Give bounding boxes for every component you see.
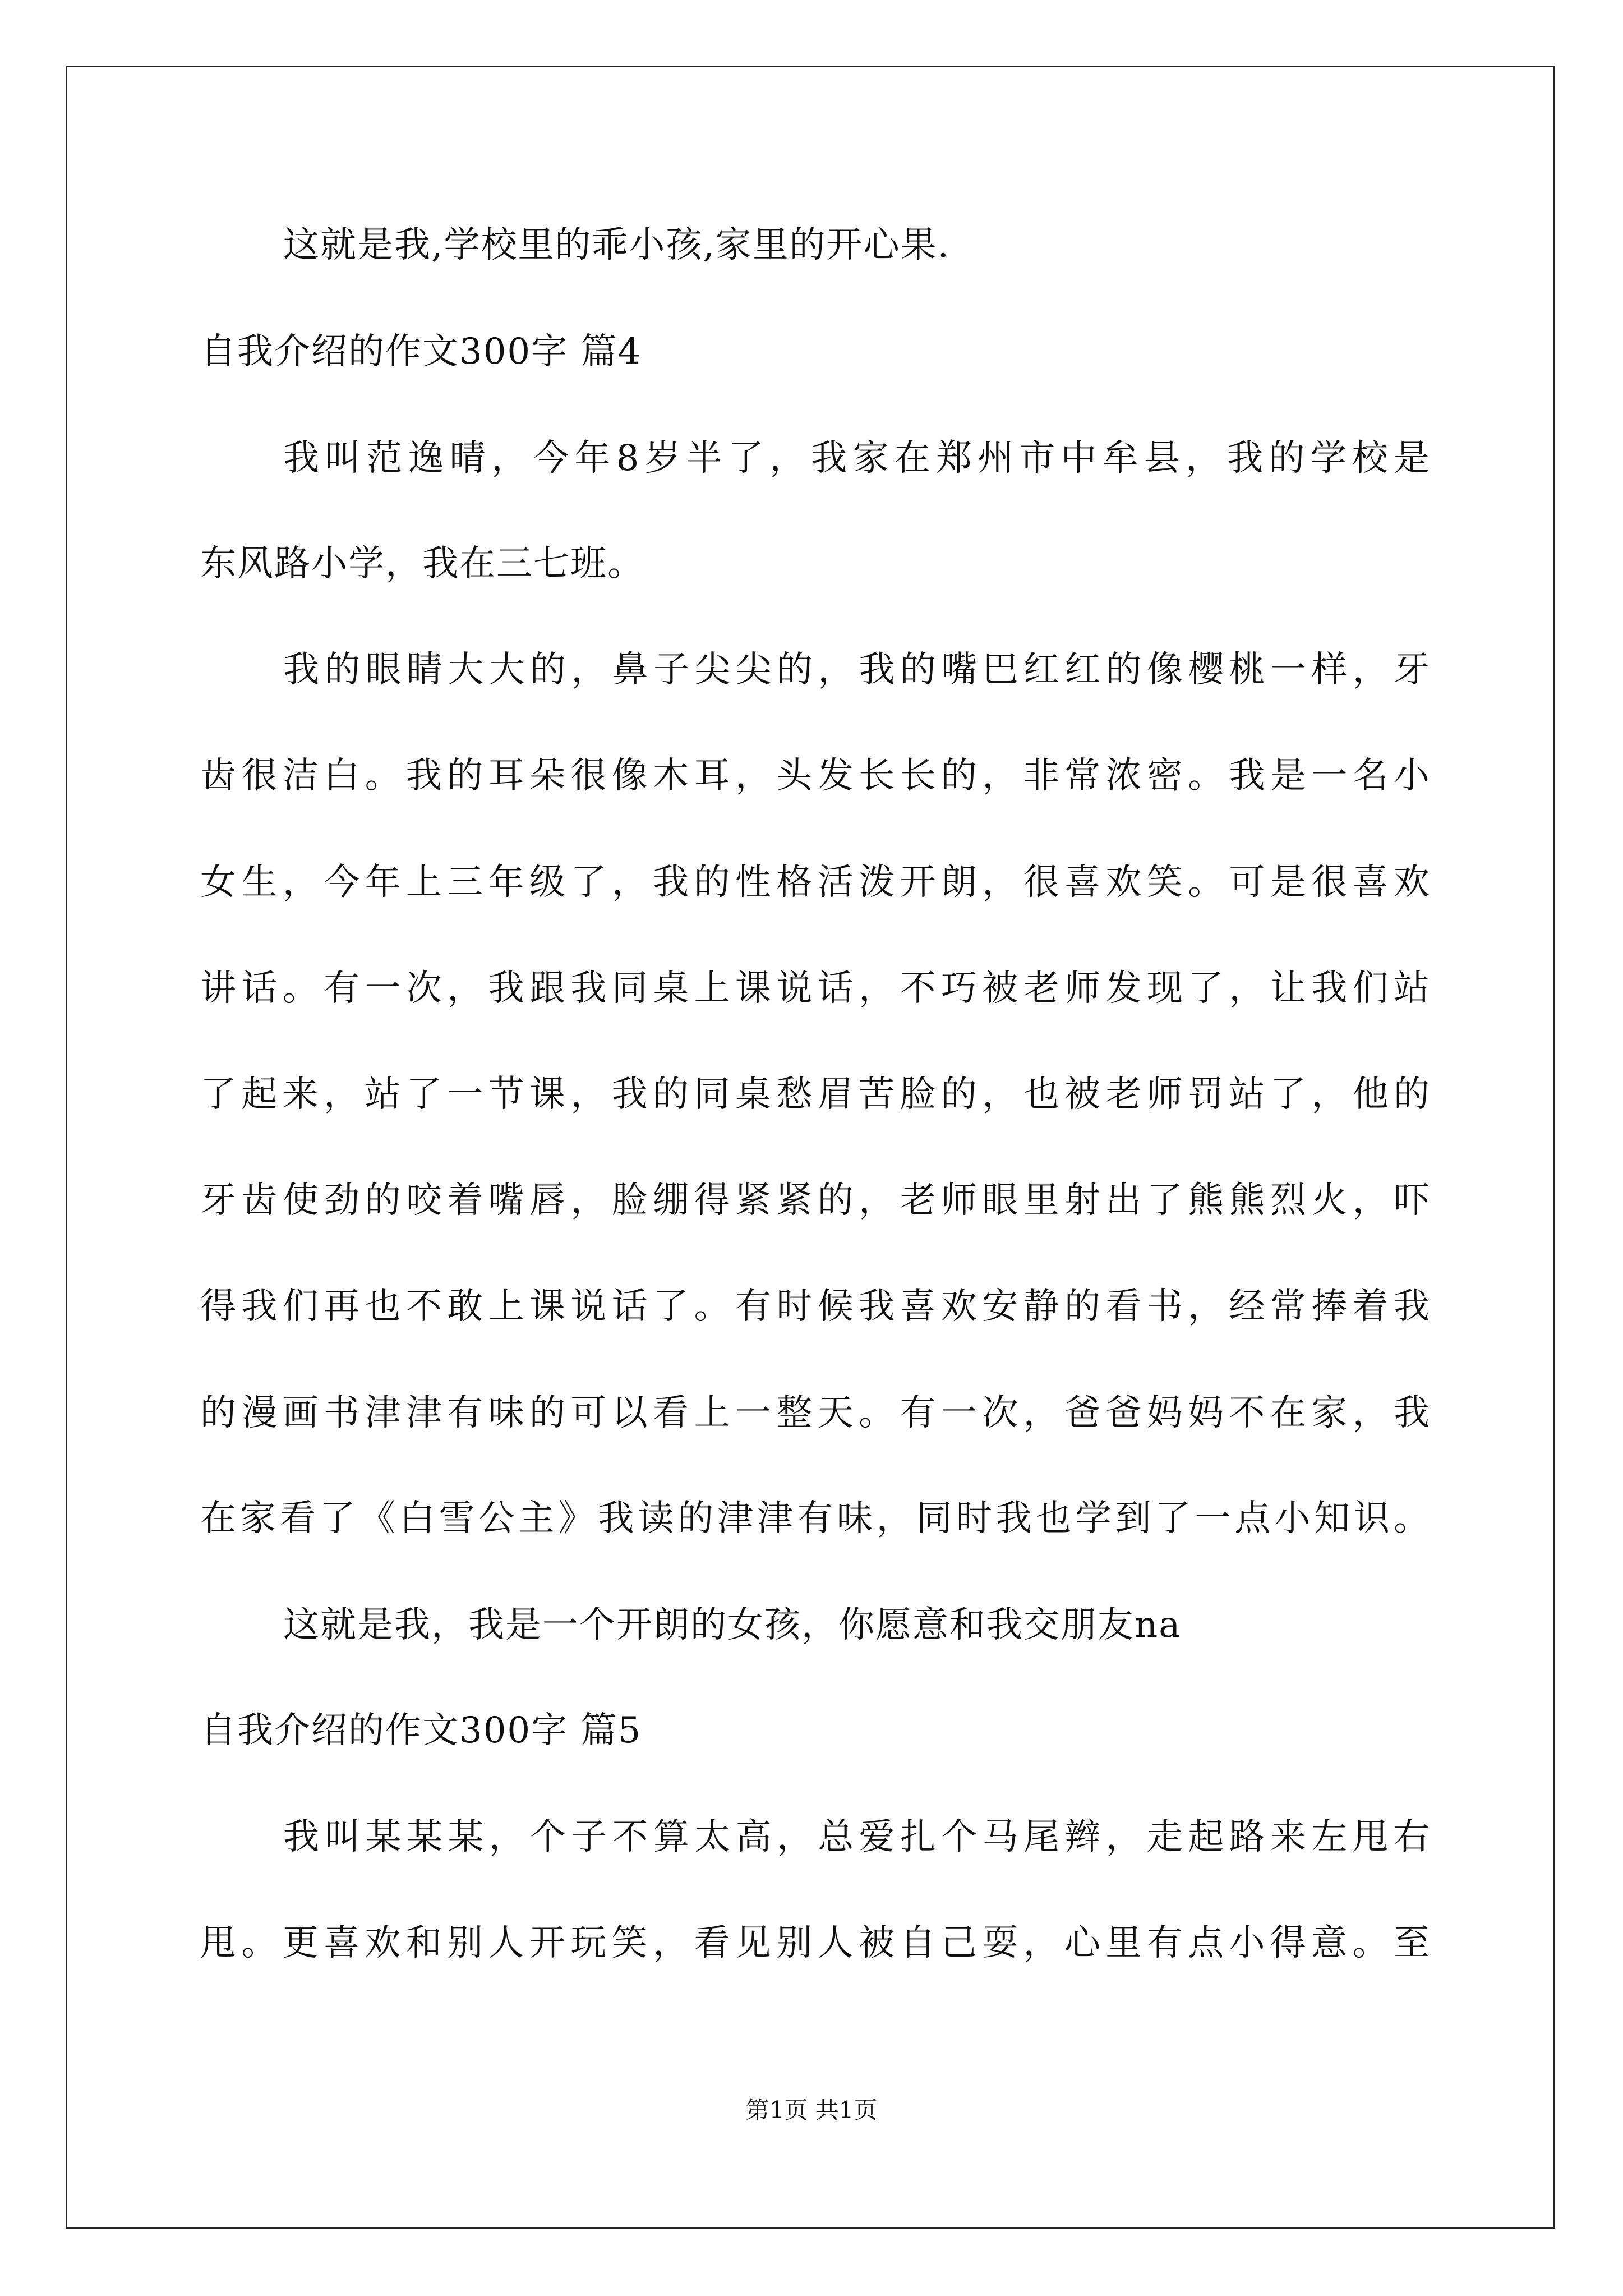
paragraph-line: 东风路小学，我在三七班。 [200,543,644,585]
paragraph-line: 我叫某某某，个子不算太高，总爱扎个马尾辫，走起路来左甩右 [283,1816,1431,1858]
section-heading: 自我介绍的作文300字 篇5 [200,1710,642,1751]
paragraph-line: 得我们再也不敢上课说话了。有时候我喜欢安静的看书，经常捧着我 [200,1286,1431,1327]
page-border [66,66,1555,2229]
paragraph-line: 女生，今年上三年级了，我的性格活泼开朗，很喜欢笑。可是很喜欢 [200,862,1431,903]
paragraph-line: 这就是我,学校里的乖小孩,家里的开心果. [283,224,951,266]
paragraph-line: 的漫画书津津有味的可以看上一整天。有一次，爸爸妈妈不在家，我 [200,1392,1431,1434]
paragraph-line: 我叫范逸晴，今年8岁半了，我家在郑州市中牟县，我的学校是 [283,438,1431,479]
page-number-footer: 第1页 共1页 [745,2096,878,2124]
section-heading: 自我介绍的作文300字 篇4 [200,331,642,372]
paragraph-line: 了起来，站了一节课，我的同桌愁眉苦脸的，也被老师罚站了，他的 [200,1074,1431,1115]
paragraph-line: 这就是我，我是一个开朗的女孩，你愿意和我交朋友na [283,1604,1182,1646]
paragraph-line: 我的眼睛大大的，鼻子尖尖的，我的嘴巴红红的像樱桃一样，牙 [283,649,1431,691]
paragraph-line: 牙齿使劲的咬着嘴唇，脸绷得紧紧的，老师眼里射出了熊熊烈火，吓 [200,1180,1431,1221]
paragraph-line: 甩。更喜欢和别人开玩笑，看见别人被自己耍，心里有点小得意。至 [200,1922,1431,1964]
paragraph-line: 讲话。有一次，我跟我同桌上课说话，不巧被老师发现了，让我们站 [200,968,1431,1009]
paragraph-line: 齿很洁白。我的耳朵很像木耳，头发长长的，非常浓密。我是一名小 [200,755,1431,797]
paragraph-line: 在家看了《白雪公主》我读的津津有味，同时我也学到了一点小知识。 [200,1498,1431,1539]
